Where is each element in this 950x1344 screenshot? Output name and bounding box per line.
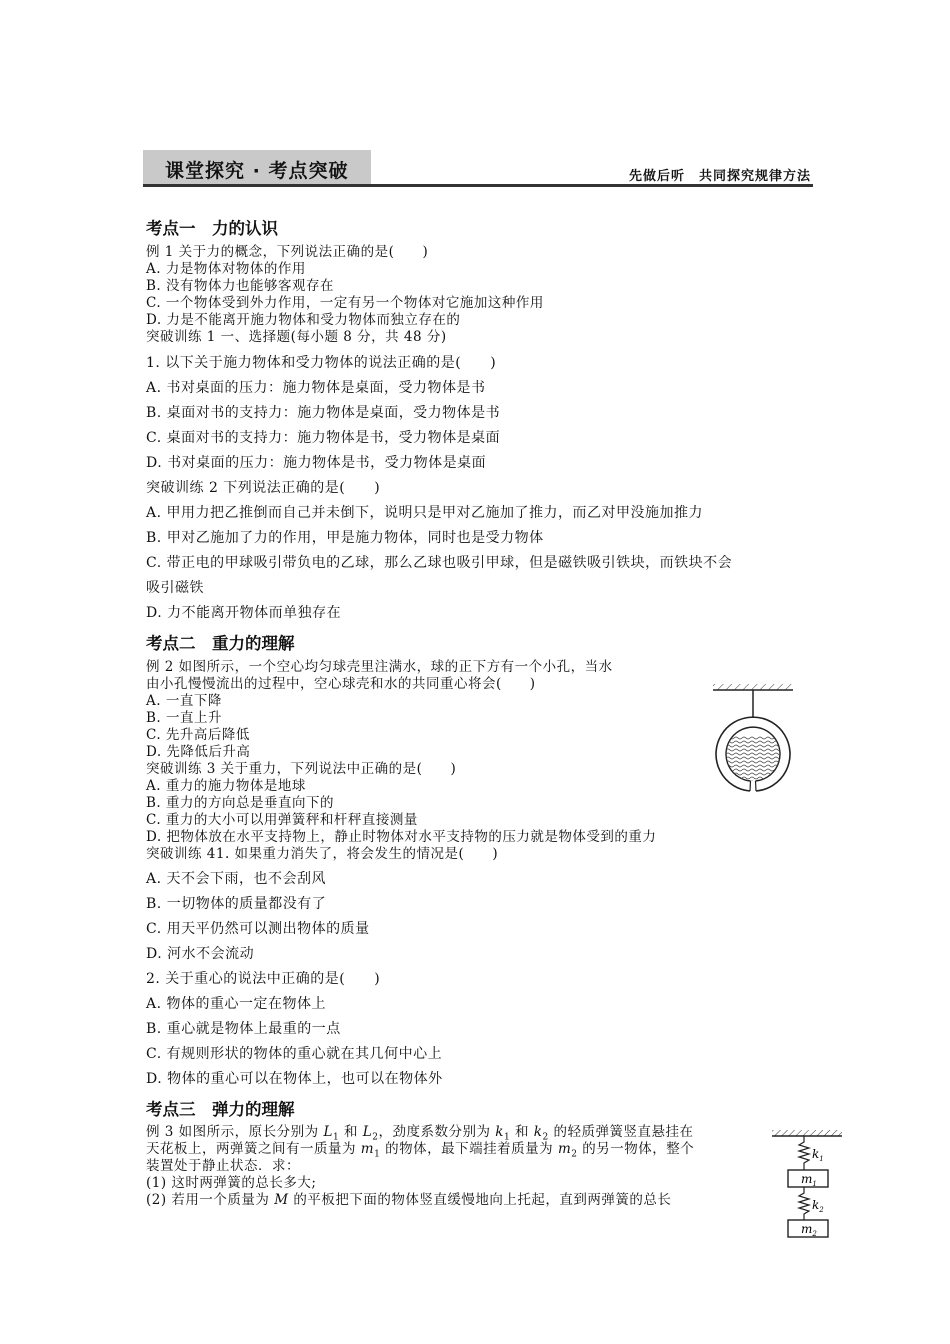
symbol-m: m	[557, 1141, 572, 1157]
subscript: 2	[542, 1132, 549, 1143]
training3-option-c: C. 重力的大小可以用弹簧秤和杆秤直接测量	[146, 812, 418, 828]
text-run: 的物体，最下端挂着质量为	[380, 1141, 558, 1157]
example2-option-a: A. 一直下降	[146, 693, 222, 709]
question2-option-d: D. 物体的重心可以在物体上，也可以在物体外	[146, 1071, 443, 1087]
question2-option-c: C. 有规则形状的物体的重心就在其几何中心上	[146, 1046, 443, 1062]
question2-stem: 2. 关于重心的说法中正确的是( )	[146, 971, 381, 987]
example1-option-d: D. 力是不能离开施力物体和受力物体而独立存在的	[146, 312, 461, 328]
training2-option-d: D. 力不能离开物体而单独存在	[146, 605, 342, 621]
training1-option-d: D. 书对桌面的压力：施力物体是书，受力物体是桌面	[146, 455, 487, 471]
training1-question: 1. 以下关于施力物体和受力物体的说法正确的是( )	[146, 355, 497, 371]
k1-label: $k_1$	[812, 1147, 824, 1163]
text-run: 和	[510, 1124, 534, 1140]
question2-option-a: A. 物体的重心一定在物体上	[146, 996, 327, 1012]
section-heading-1: 考点一 力的认识	[146, 219, 278, 238]
subscript: 1	[503, 1132, 511, 1143]
example3-line5	[146, 1193, 671, 1208]
training4-option-d: D. 河水不会流动	[146, 946, 255, 962]
symbol-k: k	[533, 1124, 543, 1140]
training4-option-c: C. 用天平仍然可以测出物体的质量	[146, 921, 370, 937]
question2-option-b: B. 重心就是物体上最重的一点	[146, 1021, 341, 1037]
subscript: 2	[372, 1132, 379, 1143]
header-rule	[143, 184, 813, 187]
water-fill	[724, 736, 784, 782]
section-heading-3: 考点三 弹力的理解	[146, 1100, 295, 1119]
training2-option-a: A. 甲用力把乙推倒而自己并未倒下，说明只是甲对乙施加了推力，而乙对甲没施加推力	[146, 505, 704, 521]
training1-option-c: C. 桌面对书的支持力：施力物体是书，受力物体是桌面	[146, 430, 501, 446]
example2-option-c: C. 先升高后降低	[146, 727, 250, 743]
training4-question: 突破训练 41. 如果重力消失了，将会发生的情况是( )	[146, 846, 499, 862]
text-run: 例 3 如图所示，原长分别为	[146, 1124, 324, 1140]
text-run: (2) 若用一个质量为	[146, 1192, 275, 1208]
text-run: 天花板上，两弹簧之间有一质量为	[146, 1141, 361, 1157]
example3-line3: 装置处于静止状态．求：	[146, 1158, 300, 1174]
training1-title: 突破训练 1 一、选择题(每小题 8 分，共 48 分)	[146, 329, 447, 345]
training2-option-c-line1: C. 带正电的甲球吸引带负电的乙球，那么乙球也吸引甲球，但是磁铁吸引铁块，而铁块不会	[146, 555, 733, 571]
text-run: 的另一物体，整个	[577, 1141, 695, 1157]
example2-option-d: D. 先降低后升高	[146, 744, 251, 760]
training2-option-c-line2: 吸引磁铁	[146, 580, 204, 596]
training4-option-b: B. 一切物体的质量都没有了	[146, 896, 327, 912]
example3-line4: (1) 这时两弹簧的总长多大;	[146, 1175, 317, 1191]
text-run: 的平板把下面的物体竖直缓慢地向上托起，直到两弹簧的总长	[288, 1192, 672, 1208]
symbol-L: L	[362, 1124, 373, 1140]
header-subtitle: 先做后听 共同探究规律方法	[628, 169, 811, 184]
m1-label: $m_1$	[801, 1172, 817, 1188]
symbol-k: k	[495, 1124, 504, 1140]
section-heading-2: 考点二 重力的理解	[146, 634, 295, 653]
example1-option-c: C. 一个物体受到外力作用，一定有另一个物体对它施加这种作用	[146, 295, 544, 311]
text-run: 的轻质弹簧竖直悬挂在	[548, 1124, 694, 1140]
example1-option-a: A. 力是物体对物体的作用	[146, 261, 306, 277]
subscript: 1	[332, 1132, 340, 1143]
spring-k1	[799, 1136, 809, 1170]
text-run: 和	[339, 1124, 363, 1140]
training3-question: 突破训练 3 关于重力，下列说法中正确的是( )	[146, 761, 457, 777]
section-header	[143, 150, 813, 190]
example1-option-b: B. 没有物体力也能够客观存在	[146, 278, 335, 294]
spring-k2	[799, 1187, 809, 1220]
symbol-L: L	[323, 1124, 333, 1140]
ceiling-hatch	[772, 1130, 842, 1136]
header-title: 课堂探究 · 考点突破	[165, 160, 349, 182]
training4-option-a: A. 天不会下雨，也不会刮风	[146, 871, 327, 887]
ceiling-hatch	[713, 684, 793, 690]
k2-label: $k_2$	[812, 1198, 824, 1214]
text-run: ，劲度系数分别为	[378, 1124, 496, 1140]
subscript: 1	[374, 1149, 381, 1160]
example2-stem-line1: 例 2 如图所示，一个空心均匀球壳里注满水，球的正下方有一个小孔，当水	[146, 659, 613, 675]
subscript: 2	[571, 1149, 578, 1160]
hollow-sphere-figure	[710, 680, 820, 820]
training3-option-b: B. 重力的方向总是垂直向下的	[146, 795, 335, 811]
training1-option-a: A. 书对桌面的压力：施力物体是桌面，受力物体是书	[146, 380, 486, 396]
training2-question: 突破训练 2 下列说法正确的是( )	[146, 480, 381, 496]
spring-figure	[768, 1128, 848, 1243]
training2-option-b: B. 甲对乙施加了力的作用，甲是施力物体，同时也是受力物体	[146, 530, 544, 546]
example1-stem: 例 1 关于力的概念，下列说法正确的是( )	[146, 244, 429, 260]
m2-label: $m_2$	[801, 1222, 817, 1238]
symbol-m: m	[360, 1141, 375, 1157]
training1-option-b: B. 桌面对书的支持力：施力物体是桌面，受力物体是书	[146, 405, 501, 421]
example2-stem-line2: 由小孔慢慢流出的过程中，空心球壳和水的共同重心将会( )	[146, 676, 536, 692]
symbol-M: M	[274, 1192, 289, 1208]
example2-option-b: B. 一直上升	[146, 710, 223, 726]
training3-option-a: A. 重力的施力物体是地球	[146, 778, 306, 794]
training3-option-d: D. 把物体放在水平支持物上，静止时物体对水平支持物的压力就是物体受到的重力	[146, 829, 657, 845]
